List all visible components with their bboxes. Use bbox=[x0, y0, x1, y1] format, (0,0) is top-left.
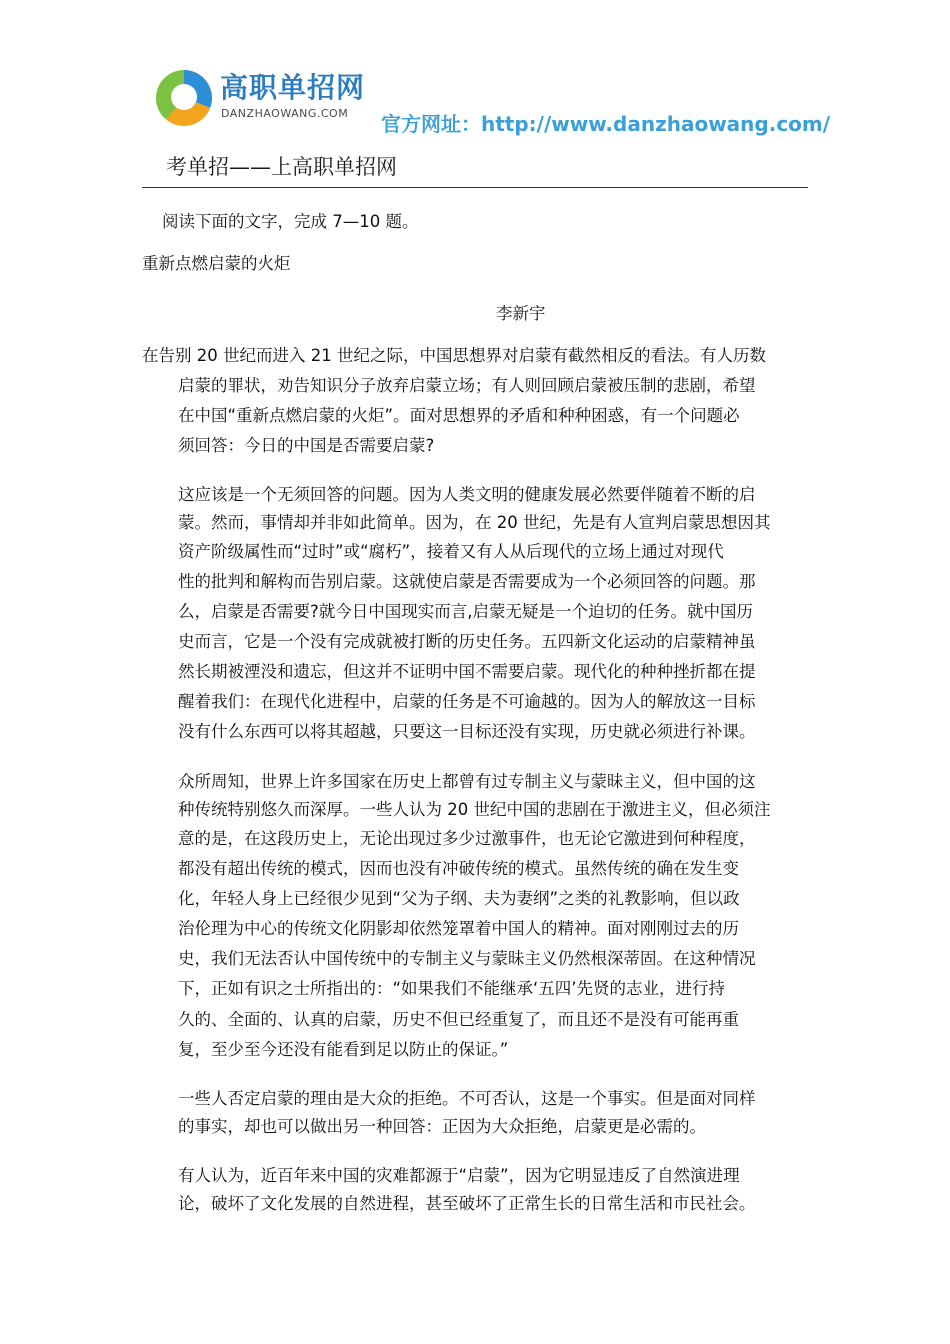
paragraph-line: 的事实，却也可以做出另一种回答：正因为大众拒绝，启蒙更是必需的。 bbox=[178, 1117, 706, 1136]
header-divider bbox=[142, 187, 808, 188]
paragraph-line: 史而言，它是一个没有完成就被打断的历史任务。五四新文化运动的启蒙精神虽 bbox=[178, 632, 756, 651]
paragraph-line: 这应该是一个无须回答的问题。因为人类文明的健康发展必然要伴随着不断的启 bbox=[178, 485, 756, 504]
paragraph-line: 没有什么东西可以将其超越，只要这一目标还没有实现，历史就必须进行补课。 bbox=[178, 722, 756, 741]
paragraph-line: 史，我们无法否认中国传统中的专制主义与蒙昧主义仍然根深蒂固。在这种情况 bbox=[178, 949, 756, 968]
paragraph-line: 么，启蒙是否需要?就今日中国现实而言,启蒙无疑是一个迫切的任务。就中国历 bbox=[178, 602, 754, 621]
site-header bbox=[0, 0, 950, 195]
paragraph-line: 一些人否定启蒙的理由是大众的拒绝。不可否认，这是一个事实。但是面对同样 bbox=[178, 1089, 756, 1108]
paragraph-line: 种传统特别悠久而深厚。一些人认为 20 世纪中国的悲剧在于激进主义，但必须注 bbox=[178, 800, 771, 819]
article-author: 李新宇 bbox=[496, 304, 546, 323]
paragraph-line: 久的、全面的、认真的启蒙，历史不但已经重复了，而且还不是没有可能再重 bbox=[178, 1010, 739, 1029]
site-logo-icon[interactable] bbox=[156, 70, 212, 126]
paragraph-line: 治伦理为中心的传统文化阴影却依然笼罩着中国人的精神。面对刚刚过去的历 bbox=[178, 919, 739, 938]
paragraph-line: 启蒙的罪状，劝告知识分子放弃启蒙立场；有人则回顾启蒙被压制的悲剧，希望 bbox=[178, 376, 756, 395]
logo-title[interactable]: 高职单招网 bbox=[220, 71, 366, 104]
paragraph-line: 须回答：今日的中国是否需要启蒙? bbox=[178, 436, 435, 455]
question-instruction: 阅读下面的文字，完成 7—10 题。 bbox=[162, 212, 419, 231]
slogan: 考单招——上高职单招网 bbox=[166, 155, 397, 179]
paragraph-line: 性的批判和解构而告别启蒙。这就使启蒙是否需要成为一个必须回答的问题。那 bbox=[178, 572, 756, 591]
paragraph-line: 复，至少至今还没有能看到足以防止的保证。” bbox=[178, 1040, 509, 1059]
paragraph-line: 众所周知，世界上许多国家在历史上都曾有过专制主义与蒙昧主义，但中国的这 bbox=[178, 772, 756, 791]
paragraph-line: 都没有超出传统的模式，因而也没有冲破传统的模式。虽然传统的确在发生变 bbox=[178, 859, 739, 878]
paragraph-line: 化，年轻人身上已经很少见到“父为子纲、夫为妻纲”之类的礼教影响，但以政 bbox=[178, 889, 740, 908]
paragraph-line: 资产阶级属性而“过时”或“腐朽”，接着又有人从后现代的立场上通过对现代 bbox=[178, 542, 724, 561]
paragraph-line: 在中国“重新点燃启蒙的火炬”。面对思想界的矛盾和种种困惑，有一个问题必 bbox=[178, 406, 740, 425]
paragraph-line: 论，破坏了文化发展的自然进程，甚至破坏了正常生长的日常生活和市民社会。 bbox=[178, 1194, 756, 1213]
article-title: 重新点燃启蒙的火炬 bbox=[142, 254, 291, 273]
paragraph-line: 下，正如有识之士所指出的：“如果我们不能继承‘五四’先贤的志业，进行持 bbox=[178, 979, 726, 998]
paragraph-line: 有人认为，近百年来中国的灾难都源于“启蒙”，因为它明显违反了自然演进理 bbox=[178, 1166, 740, 1185]
paragraph-line: 醒着我们：在现代化进程中，启蒙的任务是不可逾越的。因为人的解放这一目标 bbox=[178, 692, 756, 711]
paragraph-line: 意的是，在这段历史上，无论出现过多少过激事件，也无论它激进到何种程度， bbox=[178, 829, 756, 848]
paragraph-line: 蒙。然而，事情却并非如此简单。因为，在 20 世纪，先是有人宣判启蒙思想因其 bbox=[178, 513, 771, 532]
official-site-link[interactable]: 官方网址：http://www.danzhaowang.com/ bbox=[381, 112, 831, 136]
paragraph-line: 然长期被湮没和遗忘，但这并不证明中国不需要启蒙。现代化的种种挫折都在提 bbox=[178, 662, 756, 681]
logo-domain: DANZHAOWANG.COM bbox=[221, 107, 349, 120]
paragraph-line: 在告别 20 世纪而进入 21 世纪之际，中国思想界对启蒙有截然相反的看法。有人历数 bbox=[142, 346, 766, 365]
